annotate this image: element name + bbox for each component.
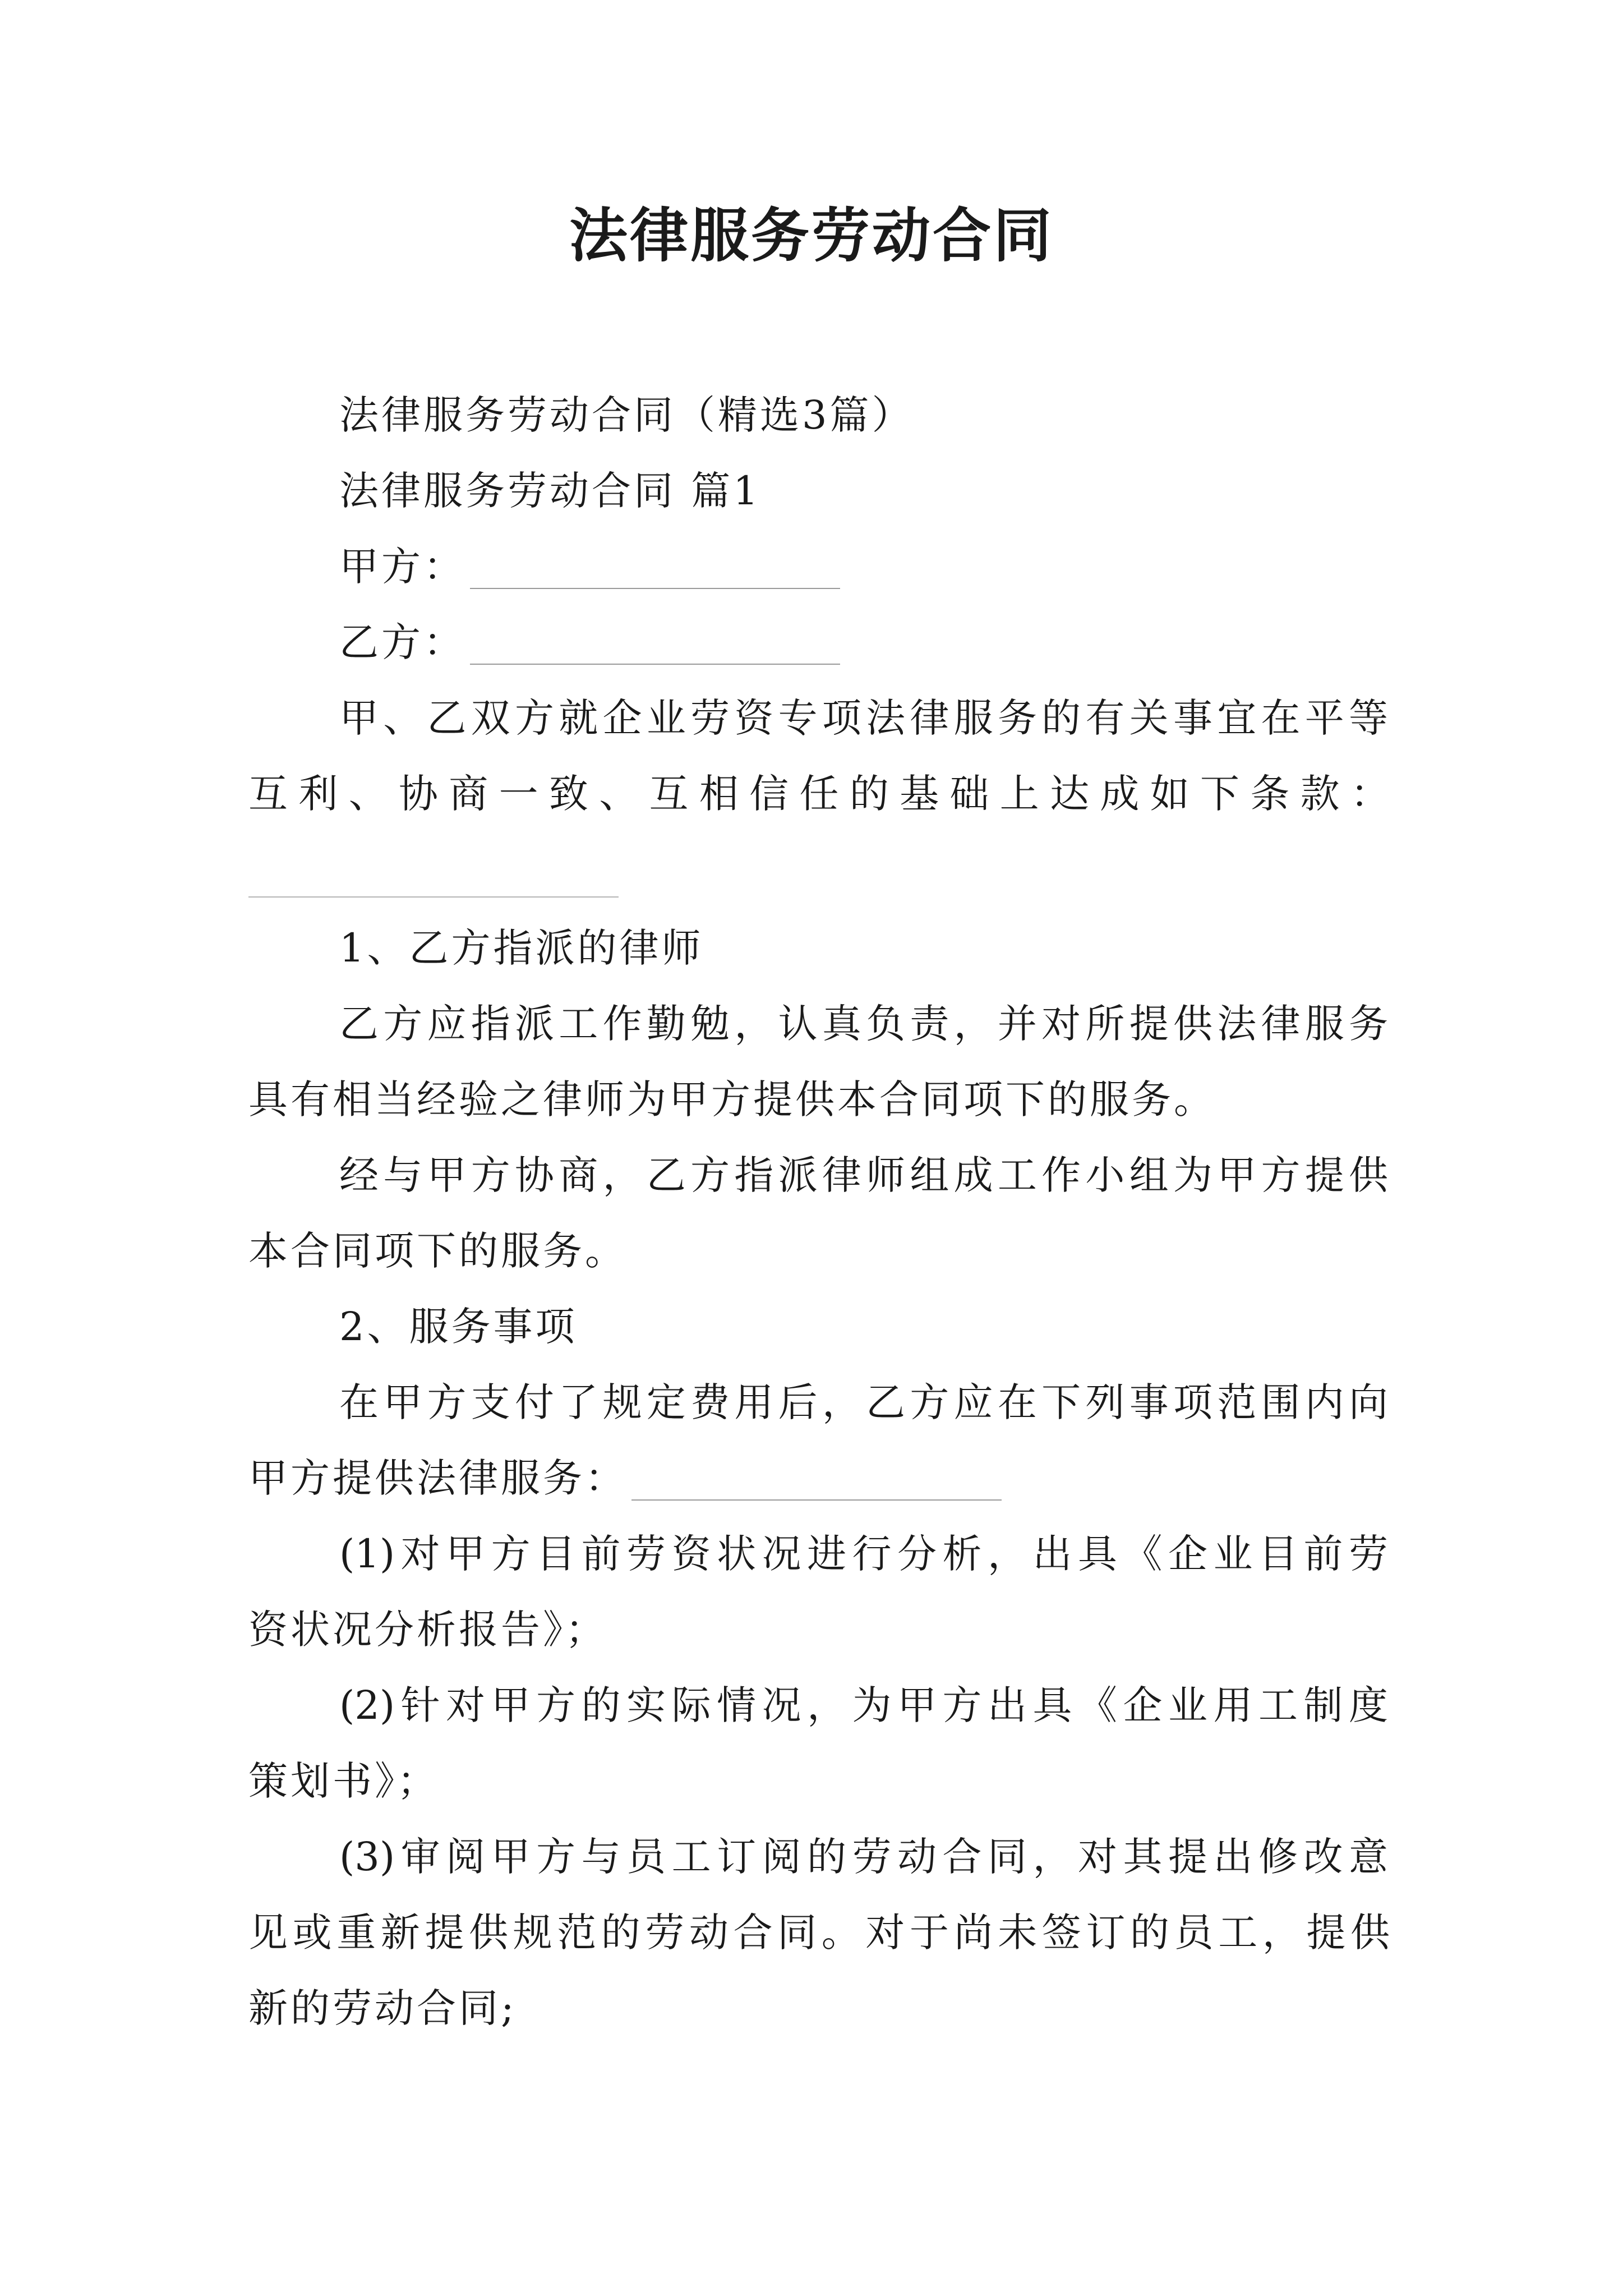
item-2-line-1: (2)针对甲方的实际情况，为甲方出具《企业用工制度 [339, 1682, 1388, 1728]
clause-1-para-2-line-2: 本合同项下的服务。 [248, 1228, 627, 1274]
section-divider [248, 896, 619, 898]
clause-2-para-line-1: 在甲方支付了规定费用后，乙方应在下列事项范围内向 [339, 1379, 1388, 1425]
document-title: 法律服务劳动合同 [569, 201, 1054, 270]
clause-1-heading: 1、乙方指派的律师 [339, 925, 704, 971]
clause-2-heading: 2、服务事项 [339, 1304, 578, 1350]
party-a-label: 甲方： [339, 544, 465, 590]
item-1-line-1: (1)对甲方目前劳资状况进行分析，出具《企业目前劳 [339, 1531, 1388, 1577]
legal-service-blank [631, 1499, 1002, 1501]
item-3-line-1: (3)审阅甲方与员工订阅的劳动合同，对其提出修改意 [339, 1834, 1388, 1880]
preamble-line-1: 甲、乙双方就企业劳资专项法律服务的有关事宜在平等 [339, 695, 1388, 741]
item-1-line-2: 资状况分析报告》； [248, 1607, 607, 1653]
clause-1-para-1-line-1: 乙方应指派工作勤勉，认真负责，并对所提供法律服务 [339, 1001, 1388, 1047]
clause-1-para-1-line-2: 具有相当经验之律师为甲方提供本合同项下的服务。 [248, 1076, 1216, 1122]
item-2-line-2: 策划书》； [248, 1758, 439, 1804]
party-b-blank [470, 664, 840, 665]
party-b-line [339, 617, 840, 668]
item-3-line-2: 见或重新提供规范的劳动合同。对于尚未签订的员工，提供 [248, 1910, 1390, 1955]
item-3-line-3: 新的劳动合同; [248, 1985, 517, 2031]
preamble-line-2: 互利、协商一致、互相信任的基础上达成如下条款： [248, 771, 1390, 817]
clause-1-para-2-line-1: 经与甲方协商，乙方指派律师组成工作小组为甲方提供 [339, 1152, 1388, 1198]
party-a-blank [470, 588, 840, 589]
subtitle-part-1: 法律服务劳动合同 篇1 [339, 468, 761, 514]
party-b-label: 乙方： [339, 619, 465, 665]
clause-2-para-text: 甲方提供法律服务： [248, 1455, 627, 1501]
party-a-line [339, 541, 840, 592]
clause-2-para-line-2 [248, 1453, 1002, 1503]
subtitle-selection: 法律服务劳动合同（精选3篇） [339, 392, 914, 438]
